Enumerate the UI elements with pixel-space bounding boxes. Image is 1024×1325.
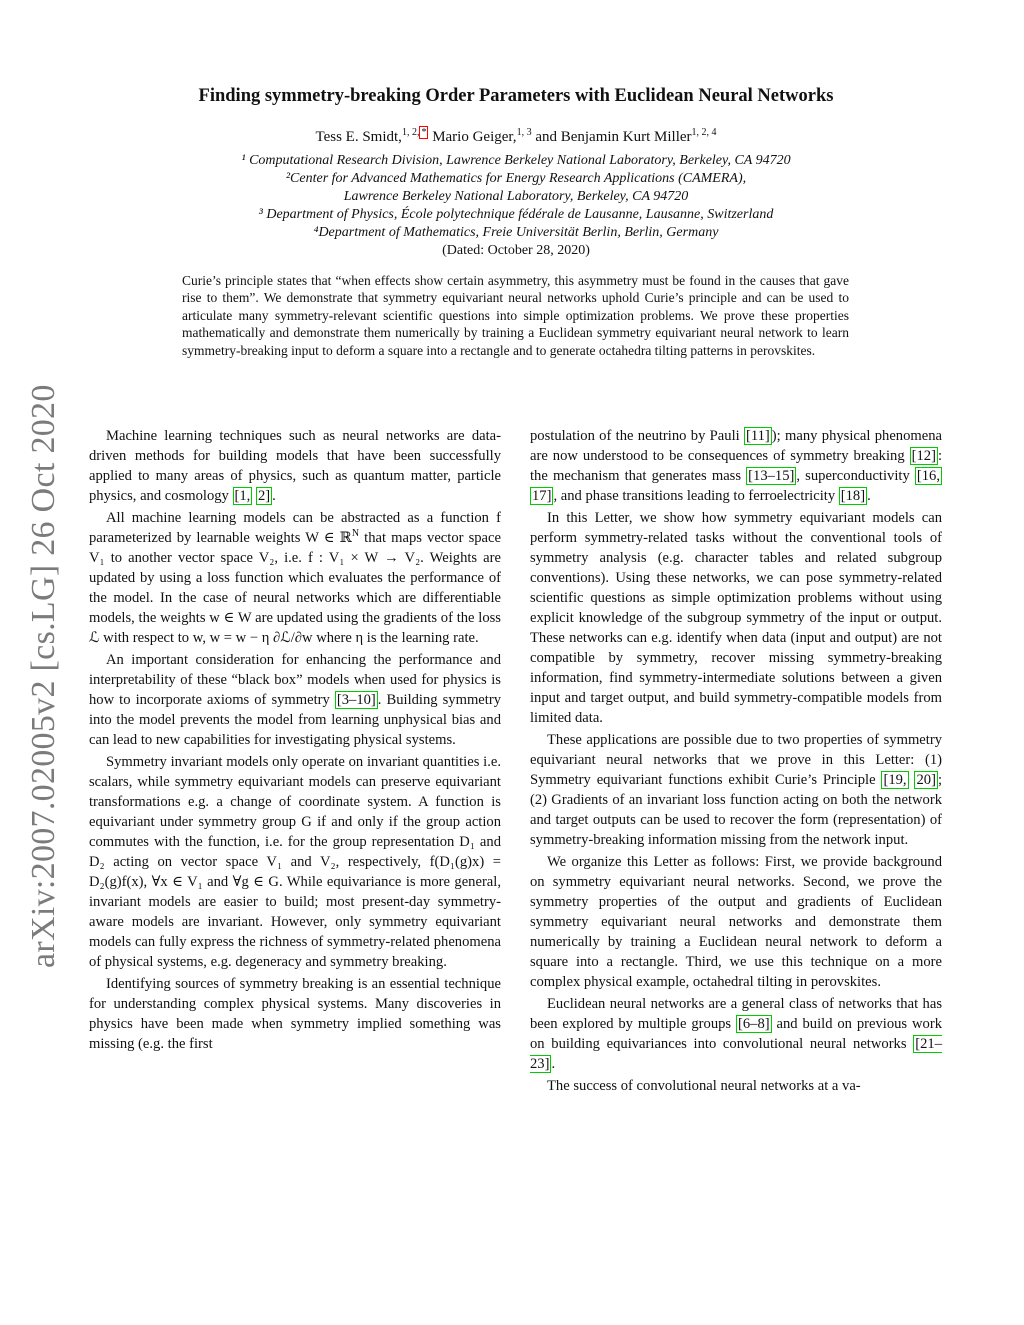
paragraph: Symmetry invariant models only operate on invariant quantities i.e. scalars, while symmetry equivariant models can preserve equivariant transformations e.g. a change of coordinate system. A function is equivariant under symmetry group G if and only if the group action commutes with the function, i.e. for the group representation D₁ and D₂ acting on vector space V₁ and V₂, respectively, f(D₁(g)x) = D₂(g)f(x), ∀x ∈ V₁ and ∀g ∈ G. While equivariance is more general, invariant models are easier to build; most present-day symmetry-aware models are invariant. However, only symmetry equivariant models can fully express the richness of symmetry-related phenomena of physical systems, e.g. degeneracy and symmetry breaking.: [89, 754, 501, 970]
author-smidt-affil: 1, 2,: [401, 127, 420, 138]
paragraph: An important consideration for enhancing the performance and interpretability of these “black box” models when used for physics is how to incorporate axioms of symmetry [3–10] . Building symmetry into the model prevents the model from learning unphysical bias and can lead to new capabilities for investigating physical systems.: [89, 652, 501, 748]
author-miller: and Benjamin Kurt Miller: [535, 129, 692, 145]
right-column: [530, 426, 942, 1098]
citation-link[interactable]: [11]: [746, 428, 770, 444]
paragraph: All machine learning models can be abstracted as a function f parameterized by learnable weights W ∈ ℝ$^N$ that maps vector space V₁ to another vector space V₂, i.e. f : V₁ × W → V₂. Weights are updated by using a loss function which evaluates the performance of the model. In the case of neural networks which are differentiable models, the weights w ∈ W are updated using the gradients of the loss ℒ with respect to w, w = w − η ∂ℒ/∂w where η is the learning rate.: [89, 510, 501, 646]
author-list: [60, 127, 972, 147]
left-column: [89, 426, 501, 1056]
corresponding-author-link[interactable]: *: [421, 127, 427, 138]
paragraph: postulation of the neutrino by Pauli [11] ); many physical phenomena are now understood to be consequences of symmetry breaking [12] : the mechanism that generates mass [13–15] , superconductivity [16, 17] , and phase transitions leading to ferroelectricity [18] .: [530, 428, 943, 504]
paragraph: We organize this Letter as follows: First, we provide background on symmetry equivariant neural networks. Second, we prove the symmetry properties of the output and gradients of Euclidean symmetry equivariant neural networks and demonstrate them numerically by training a Euclidean neural network to deform a square into a rectangle. Third, we use this technique on a more complex physical example, octahedral tilting in perovskites.: [530, 854, 942, 990]
abstract: Curie’s principle states that “when effects show certain asymmetry, this asymmetry must be found in the causes that gave rise to them”. We demonstrate that symmetry equivariant neural networks uphold Curie’s principle and can be used to articulate many symmetry-relevant scientific questions into simple optimization problems. We prove these properties mathematically and demonstrate them numerically by training a Euclidean symmetry equivariant neural network to learn symmetry-breaking input to deform a square into a rectangle and to generate octahedra tilting patterns in perovskites.: [182, 273, 849, 358]
affiliations: [60, 152, 972, 260]
paragraph: Machine learning techniques such as neural networks are data-driven methods for building models that have been successfully applied to many areas of physics, such as quantum matter, particle physics, and cosmology [1, 2] .: [89, 428, 501, 504]
author-geiger-affil: 1, 3: [516, 127, 532, 138]
citation-link[interactable]: [18]: [840, 488, 866, 504]
citation-link[interactable]: 20]: [916, 772, 936, 788]
affiliation-2: ²Center for Advanced Mathematics for Energy Research Applications (CAMERA),: [285, 171, 747, 186]
paragraph: In this Letter, we show how symmetry equivariant models can perform symmetry-related tasks without the conventional tools of symmetry analysis (e.g. character tables and related subgroup conventions). Using these networks, we can pose symmetry-related scientific questions as simple optimization problems without using explicit knowledge of the subgroup symmetry of the input or output. These networks can e.g. identify when data (input and output) are not compatible by symmetry, recover missing symmetry-breaking information, find symmetry-intermediate solutions between a given input and target output, and build symmetry-compatible models from limited data.: [530, 510, 942, 726]
affiliation-4: ⁴Department of Mathematics, Freie Universität Berlin, Berlin, Germany: [313, 225, 719, 240]
author-geiger: Mario Geiger,: [432, 129, 517, 145]
author-miller-affil: 1, 2, 4: [691, 127, 717, 138]
citation-link[interactable]: [13–15]: [748, 468, 795, 484]
citation-link[interactable]: [1,: [234, 488, 251, 504]
date-line: (Dated: October 28, 2020): [442, 243, 590, 258]
citation-link[interactable]: [21–23]: [530, 1036, 942, 1072]
affiliation-3: ³ Department of Physics, École polytechnique fédérale de Lausanne, Lausanne, Switzerland: [258, 207, 774, 222]
author-smidt: Tess E. Smidt,: [315, 129, 402, 145]
citation-link[interactable]: [16,: [916, 468, 940, 484]
citation-link[interactable]: [12]: [911, 448, 936, 464]
arxiv-identifier: arXiv:2007.02005v2 [cs.LG] 26 Oct 2020: [25, 384, 62, 968]
paragraph: These applications are possible due to two properties of symmetry equivariant neural networks that we prove in this Letter: (1) Symmetry equivariant functions exhibit Curie’s Principle [19, 20] ; (2) Gradients of an invariant loss function acting on both the network and target outputs can be used to recover the form (representation) of symmetry-breaking information missing from the network input.: [530, 732, 942, 848]
citation-link[interactable]: [6–8]: [738, 1016, 770, 1032]
affiliation-2-cont: Lawrence Berkeley National Laboratory, Berkeley, CA 94720: [343, 189, 689, 204]
paragraph: Euclidean neural networks are a general class of networks that has been explored by multiple groups [6–8] and build on previous work on building equivariances into convolutional neural networks [21–23] .: [530, 996, 942, 1072]
paper-title: Finding symmetry-breaking Order Parameters with Euclidean Neural Networks: [198, 86, 834, 106]
paragraph: Identifying sources of symmetry breaking is an essential technique for understanding complex physical systems. Many discoveries in physics have been made when symmetry implied something was missing (e.g. the first: [89, 976, 501, 1052]
citation-link[interactable]: [3–10]: [336, 692, 376, 708]
citation-link[interactable]: [19,: [883, 772, 907, 788]
paragraph: The success of convolutional neural networks at a va-: [547, 1078, 861, 1094]
affiliation-1: ¹ Computational Research Division, Lawrence Berkeley National Laboratory, Berkeley, CA 94720: [241, 153, 791, 168]
citation-link[interactable]: 17]: [532, 488, 552, 504]
citation-link[interactable]: 2]: [257, 488, 271, 504]
